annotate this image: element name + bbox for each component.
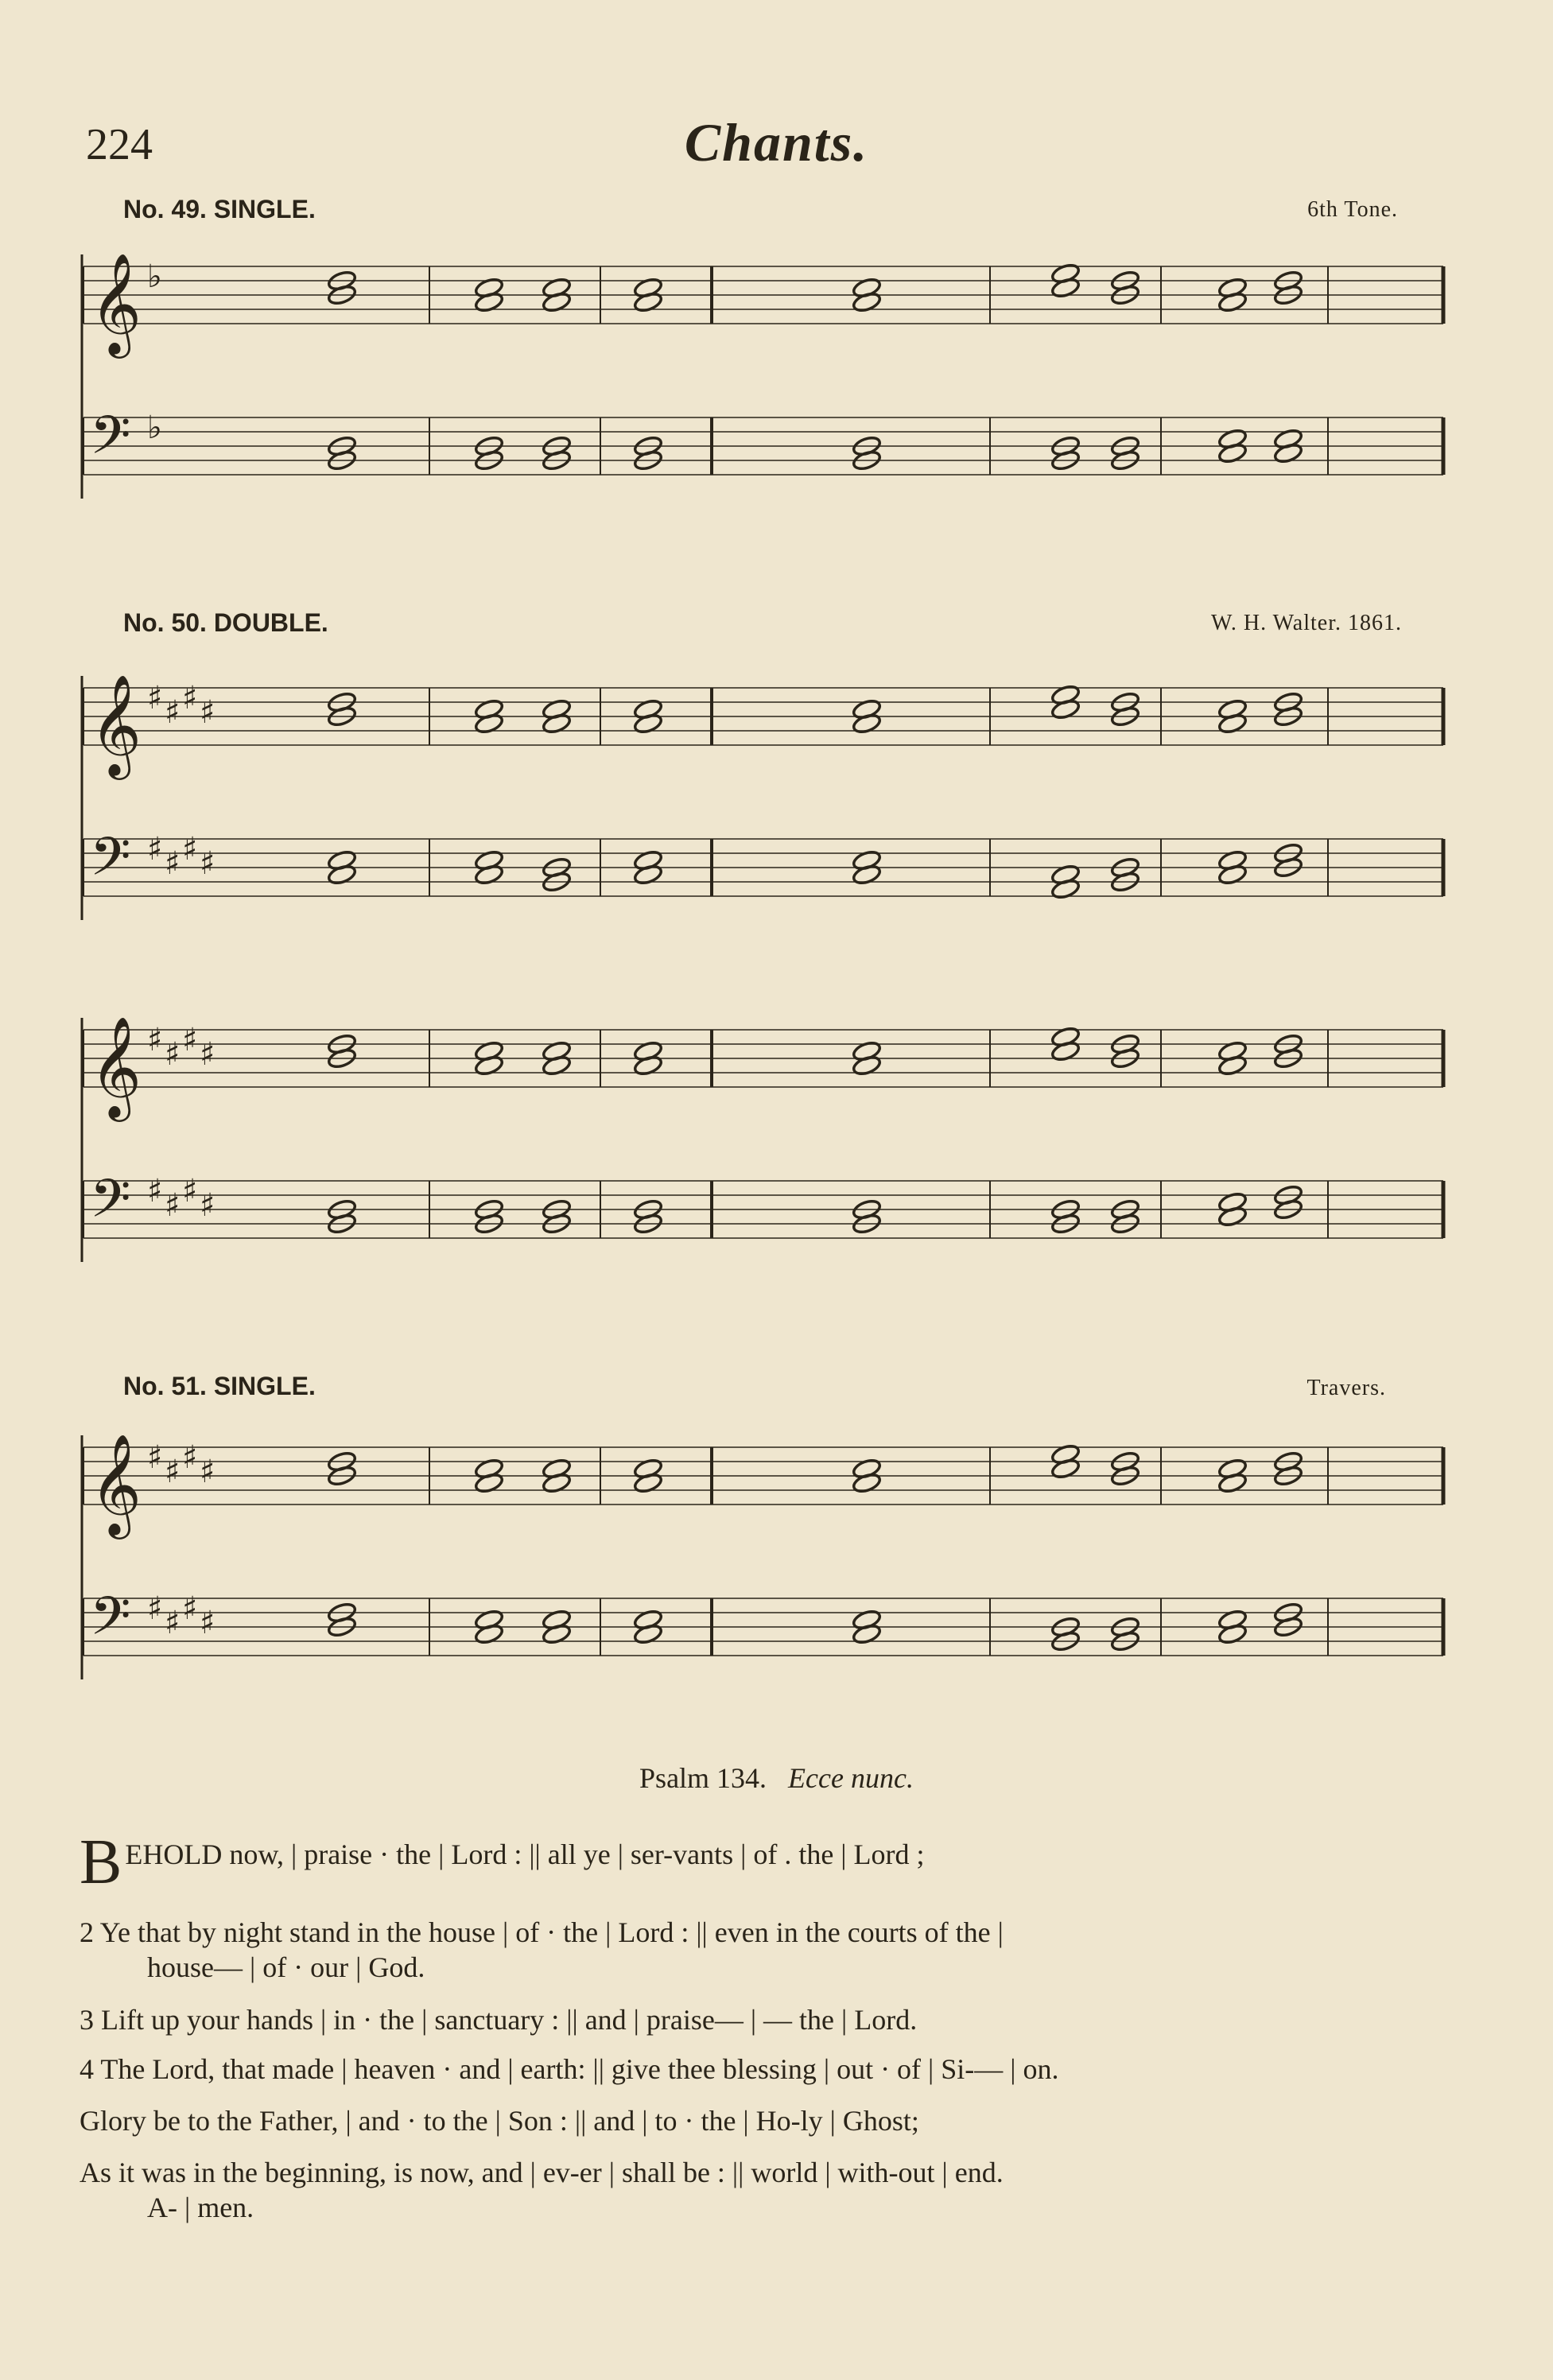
- chant-50-credit: W. H. Walter. 1861.: [1211, 611, 1402, 635]
- verse-1-line-1: EHOLD now, | praise · the | Lord : || all ye | ser-vants | of . the | Lord ;: [125, 1838, 925, 1870]
- sharp-icon: ♯: [165, 1454, 181, 1490]
- treble-clef-icon: 𝄞: [90, 1015, 142, 1117]
- sharp-icon: ♯: [200, 1454, 215, 1490]
- music-system-1: [76, 231, 1467, 533]
- sharp-icon: ♯: [182, 1590, 198, 1627]
- sharp-icon: ♯: [165, 1187, 181, 1224]
- flat-icon: ♭: [147, 258, 162, 295]
- sharp-icon: ♯: [200, 1036, 215, 1073]
- sharp-icon: ♯: [147, 1590, 163, 1627]
- sharp-icon: ♯: [182, 831, 198, 868]
- gloria-2-line-2: A- | men.: [147, 2192, 254, 2223]
- psalm-number: Psalm 134.: [639, 1762, 767, 1794]
- sharp-icon: ♯: [200, 1605, 215, 1641]
- gloria-2-line-1: As it was in the beginning, is now, and | ev-er | shall be : || world | with-out | end.: [80, 2157, 1004, 2188]
- chant-50-title: No. 50. DOUBLE.: [123, 608, 328, 637]
- gloria-1-line-1: Glory be to the Father, | and · to the | Son : || and | to · the | Ho-ly | Ghost;: [80, 2105, 919, 2137]
- sharp-icon: ♯: [182, 1439, 198, 1476]
- sharp-icon: ♯: [200, 845, 215, 882]
- chant-49-credit: 6th Tone.: [1307, 197, 1398, 222]
- sharp-icon: ♯: [165, 1036, 181, 1073]
- gloria-2: [80, 2155, 1455, 2225]
- verse-2-line-2: house— | of · our | God.: [147, 1951, 425, 1983]
- music-system-2: [76, 652, 1467, 954]
- sharp-icon: ♯: [165, 1605, 181, 1641]
- treble-clef-icon: 𝄞: [90, 674, 142, 775]
- chant-51-title: No. 51. SINGLE.: [123, 1372, 316, 1400]
- verse-3-line-1: 3 Lift up your hands | in · the | sanctuary : || and | praise— | — the | Lord.: [80, 2004, 918, 2036]
- verse-1: [80, 1827, 1455, 1897]
- bass-clef-icon: 𝄢: [90, 1168, 131, 1242]
- music-system-3: [76, 994, 1467, 1296]
- chant-49-system: [76, 231, 1467, 533]
- verse-4: [80, 2052, 1455, 2087]
- verse-2-line-1: 2 Ye that by night stand in the house | of · the | Lord : || even in the courts of the |: [80, 1916, 1004, 1948]
- chant-51-credit: Travers.: [1306, 1376, 1386, 1400]
- sharp-icon: ♯: [147, 680, 163, 716]
- sharp-icon: ♯: [200, 1187, 215, 1224]
- sharp-icon: ♯: [182, 680, 198, 716]
- sharp-icon: ♯: [200, 694, 215, 731]
- page-title: Chants.: [684, 112, 869, 173]
- music-system-4: [76, 1411, 1467, 1714]
- chant-51-system: [76, 1411, 1467, 1714]
- psalm-latin-title: Ecce nunc.: [788, 1762, 914, 1794]
- verse-3: [80, 2002, 1455, 2037]
- sharp-icon: ♯: [147, 1173, 163, 1209]
- chant-50-system-1: [76, 652, 1467, 954]
- sharp-icon: ♯: [147, 831, 163, 868]
- page-number: 224: [86, 120, 153, 169]
- gloria-1: [80, 2103, 1455, 2138]
- bass-clef-icon: 𝄢: [90, 1586, 131, 1660]
- bass-clef-icon: 𝄢: [90, 405, 131, 479]
- sharp-icon: ♯: [182, 1022, 198, 1058]
- treble-clef-icon: 𝄞: [90, 1433, 142, 1535]
- treble-clef-icon: 𝄞: [90, 252, 142, 354]
- bass-clef-icon: 𝄢: [90, 826, 131, 900]
- sharp-icon: ♯: [182, 1173, 198, 1209]
- flat-icon: ♭: [147, 410, 162, 446]
- verse-2: [80, 1915, 1455, 1985]
- sharp-icon: ♯: [165, 845, 181, 882]
- sharp-icon: ♯: [147, 1439, 163, 1476]
- drop-cap: B: [80, 1827, 122, 1897]
- sharp-icon: ♯: [165, 694, 181, 731]
- sharp-icon: ♯: [147, 1022, 163, 1058]
- verse-4-line-1: 4 The Lord, that made | heaven · and | earth: || give thee blessing | out · of | Si-— | on.: [80, 2053, 1059, 2085]
- chant-49-title: No. 49. SINGLE.: [123, 195, 316, 223]
- psalm-heading: [0, 1761, 1553, 1795]
- chant-50-system-2: [76, 994, 1467, 1296]
